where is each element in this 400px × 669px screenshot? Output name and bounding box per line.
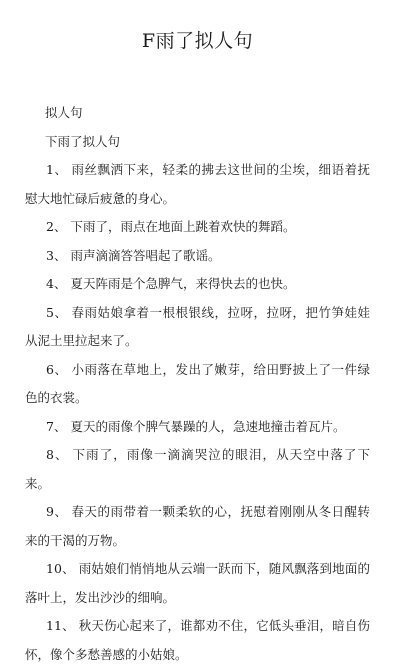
item-number: 8、	[46, 447, 69, 462]
item-number: 3、	[46, 247, 67, 263]
page-title: F雨了拟人句	[141, 30, 254, 52]
item-text: 下雨了，雨像一滴滴哭泣的眼泪，从天空中落了下来。	[25, 447, 370, 491]
item-text: 夏天的雨像个脾气暴躁的人，急速地撞击着瓦片。	[70, 418, 346, 434]
list-item	[25, 299, 370, 356]
item-number: 9、	[46, 504, 68, 519]
list-item	[25, 356, 370, 413]
item-text: 雨丝飘洒下来，轻柔的拂去这世间的尘埃，细语着抚慰大地忙碌后疲惫的身心。	[25, 162, 370, 206]
list-item	[25, 413, 370, 442]
list-item	[25, 555, 370, 612]
item-text: 小雨落在草地上，发出了嫩芽，给田野披上了一件绿色的衣裳。	[25, 361, 370, 405]
list-item	[25, 441, 370, 498]
item-text: 雨姑娘们悄悄地从云端一跃而下，随风飘落到地面的落叶上，发出沙沙的细响。	[25, 561, 370, 605]
item-number: 5、	[46, 304, 68, 320]
subheading-rain-personification: 下雨了拟人句	[45, 134, 121, 149]
subheading-personification: 拟人句	[45, 105, 83, 120]
item-number: 6、	[46, 361, 68, 377]
list-item	[25, 270, 370, 299]
list-item	[25, 242, 370, 271]
item-number: 1、	[46, 162, 68, 177]
list-item	[25, 156, 370, 213]
item-text: 雨声滴滴答答唱起了歌谣。	[70, 247, 221, 263]
item-text: 下雨了，雨点在地面上跳着欢快的舞蹈。	[70, 219, 296, 234]
item-number: 2、	[46, 219, 67, 234]
item-text: 秋天伤心起来了，谁都劝不住，它低头垂泪，暗自伤怀，像个多愁善感的小姑娘。	[25, 618, 370, 662]
item-text: 春雨姑娘拿着一根根银线，拉呀，拉呀，把竹笋娃娃从泥土里拉起来了。	[25, 304, 370, 348]
item-text: 夏天阵雨是个急脾气，来得快去的也快。	[70, 276, 296, 291]
list-item	[25, 213, 370, 242]
item-number: 7、	[46, 418, 67, 434]
list-item	[25, 612, 370, 669]
list-item	[25, 498, 370, 555]
item-text: 春天的雨带着一颗柔软的心，抚慰着刚刚从冬日醒转来的干渴的万物。	[25, 504, 370, 548]
item-number: 4、	[46, 276, 67, 291]
document-page	[0, 26, 400, 662]
sentence-list	[25, 156, 370, 669]
item-number: 10、	[46, 561, 75, 576]
item-number: 11、	[46, 618, 75, 633]
